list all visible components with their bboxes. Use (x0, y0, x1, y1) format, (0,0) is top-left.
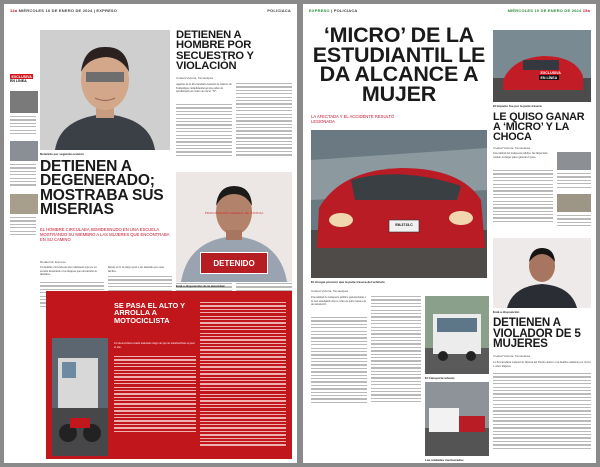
second-byline: Ciudad Victoria, Tamaulipas (176, 76, 214, 80)
main-byline: Redacción Expreso (40, 260, 67, 264)
main-body-col2: Desde el 21 de mayo pasó a ser detenido por estos hechos. (108, 266, 165, 273)
suspect-photo (40, 30, 170, 150)
micro-body-lines (311, 317, 367, 405)
side-online-badge: EN LÍNEA (540, 75, 558, 80)
second-headline: DETIENEN A HOMBRE POR SECUESTRO Y VIOLACIÓN (176, 29, 254, 73)
right-page-header: EXPRESO | POLICIACA (309, 8, 358, 13)
side-thumb (557, 152, 591, 170)
right-page (303, 4, 596, 463)
agency-watermark: PROCURADURÍA GENERAL DE JUSTICIA (204, 211, 264, 215)
bus-caption: El transporte urbano (425, 376, 455, 380)
main-headline: DETIENEN A DEGENERADO; MOSTRABA SUS MISERIAS (40, 158, 164, 219)
page-number: 14a (10, 8, 18, 13)
side-crash-car (493, 30, 591, 102)
bottom-body-lines (493, 373, 591, 451)
crash-photo (311, 130, 487, 278)
page-number: 15a (582, 8, 590, 13)
micro-byline: Ciudad Victoria, Tamaulipas (311, 289, 349, 293)
left-page-edition: POLICIACA (267, 8, 291, 13)
scene-caption: Las unidades involucradas (425, 458, 464, 462)
online-badge: EN LÍNEA (10, 79, 27, 83)
crash-caption: El choque provocó que la parte trasera del vehículo (311, 280, 385, 284)
traffic-scene (425, 382, 489, 456)
photo-caption: Detenido por segunda ocasión (40, 152, 84, 156)
detainee-photo (176, 172, 292, 282)
side-byline: Ciudad Victoria, Tamaulipas (493, 146, 531, 150)
side-exclusive-badge: EXCLUSIVA (540, 70, 561, 75)
left-page-header: 14a MIÉRCOLES 10 DE ENERO DE 2024 | EXPRESO (10, 8, 118, 13)
bottom-body: La Procuraduría General de Justicia del Estado detuvo a un hombre señalado por violar a cinco mujeres. (493, 361, 591, 368)
detainee-caption: Está a disposición de la autoridad (176, 284, 225, 288)
side-body-lines (493, 170, 553, 224)
micro-body-lines (371, 296, 421, 405)
sidebar-image (10, 194, 38, 214)
second-body: Agentes de la Procuraduría General de Justicia de Tamaulipas cumplimentaron una orden de aprehensión en contra de Oscar “N”. (176, 83, 232, 94)
scene-photo (425, 382, 489, 456)
red-box-lines (200, 302, 286, 448)
sidebar-text (10, 116, 36, 136)
accident-photo (52, 338, 108, 456)
rapist-photo (493, 238, 591, 308)
rapist-caption: Está a disposición (493, 310, 520, 314)
detained-sign: DETENIDO (200, 252, 268, 274)
bus-photo (425, 296, 489, 374)
page-section: EXPRESO (96, 8, 118, 13)
side-thumb (557, 194, 591, 212)
bottom-headline: DETIENEN A VIOLADOR DE 5 MUJERES (493, 316, 581, 351)
page-date: MIÉRCOLES 10 DE ENERO DE 2024 (18, 8, 93, 13)
crashed-car (311, 130, 487, 278)
side-thumb-text (557, 215, 591, 229)
sidebar-image (10, 91, 38, 113)
micro-headline: ‘MICRO’ DE LA ESTUDIANTIL LE DA ALCANCE A MUJER (312, 23, 486, 106)
side-body: Una unidad del transporte público fue impactada cuando la mujer quiso ganarle el paso. (493, 152, 548, 159)
motorcycle-scene (52, 338, 108, 456)
rapist-portrait (493, 238, 591, 308)
side-headline: LE QUISO GANAR A ‘MICRO’ Y LA CHOCA (493, 111, 585, 143)
side-thumb-text (557, 173, 591, 190)
bottom-byline: Ciudad Victoria, Tamaulipas (493, 354, 531, 358)
suspect-portrait (40, 30, 170, 150)
second-body-lines (236, 83, 292, 158)
micro-body: Una unidad de transporte público perteneciente a la ruta estudiantil chocó contra la parte trasera de un automóvil. (311, 296, 366, 307)
exclusive-badge: EXCLUSIVA (11, 74, 32, 79)
main-body-col1: Un hombre circulaba en una camioneta roja por su escuela mostrando a las mujeres que encontraba su miembro. (40, 266, 97, 277)
license-plate: EM-3715-C (395, 223, 413, 227)
micro-kicker: LA AFECTADA Y EL ACCIDENTE RESULTÓ LESIONADA (311, 114, 395, 124)
side-crash-photo (493, 30, 591, 102)
red-box-lines (114, 356, 196, 434)
side-photo-caption: El impacto fue por la parte trasera (493, 104, 542, 108)
red-box-title: SE PASA EL ALTO Y ARROLLA A MOTOCICLISTA (114, 301, 185, 325)
transit-bus (425, 296, 489, 374)
left-page (4, 4, 297, 463)
sidebar-text (10, 217, 36, 237)
sidebar-text (10, 164, 36, 188)
main-kicker: EL HOMBRE CIRCULABA SEMIDESNUDO EN UNA ESCUELA MOSTRANDO SU MIEMBRO A LAS MUJERES QUE ENCONTRABA EN SU CAMINO (40, 227, 170, 242)
right-page-date: MIÉRCOLES 10 DE ENERO DE 2024 15a (507, 8, 590, 13)
sidebar-image (10, 141, 38, 161)
red-box-body: Un motociclista resultó lesionado luego de que un automovilista se pasó el alto. (114, 342, 195, 349)
second-body-lines (176, 104, 232, 158)
